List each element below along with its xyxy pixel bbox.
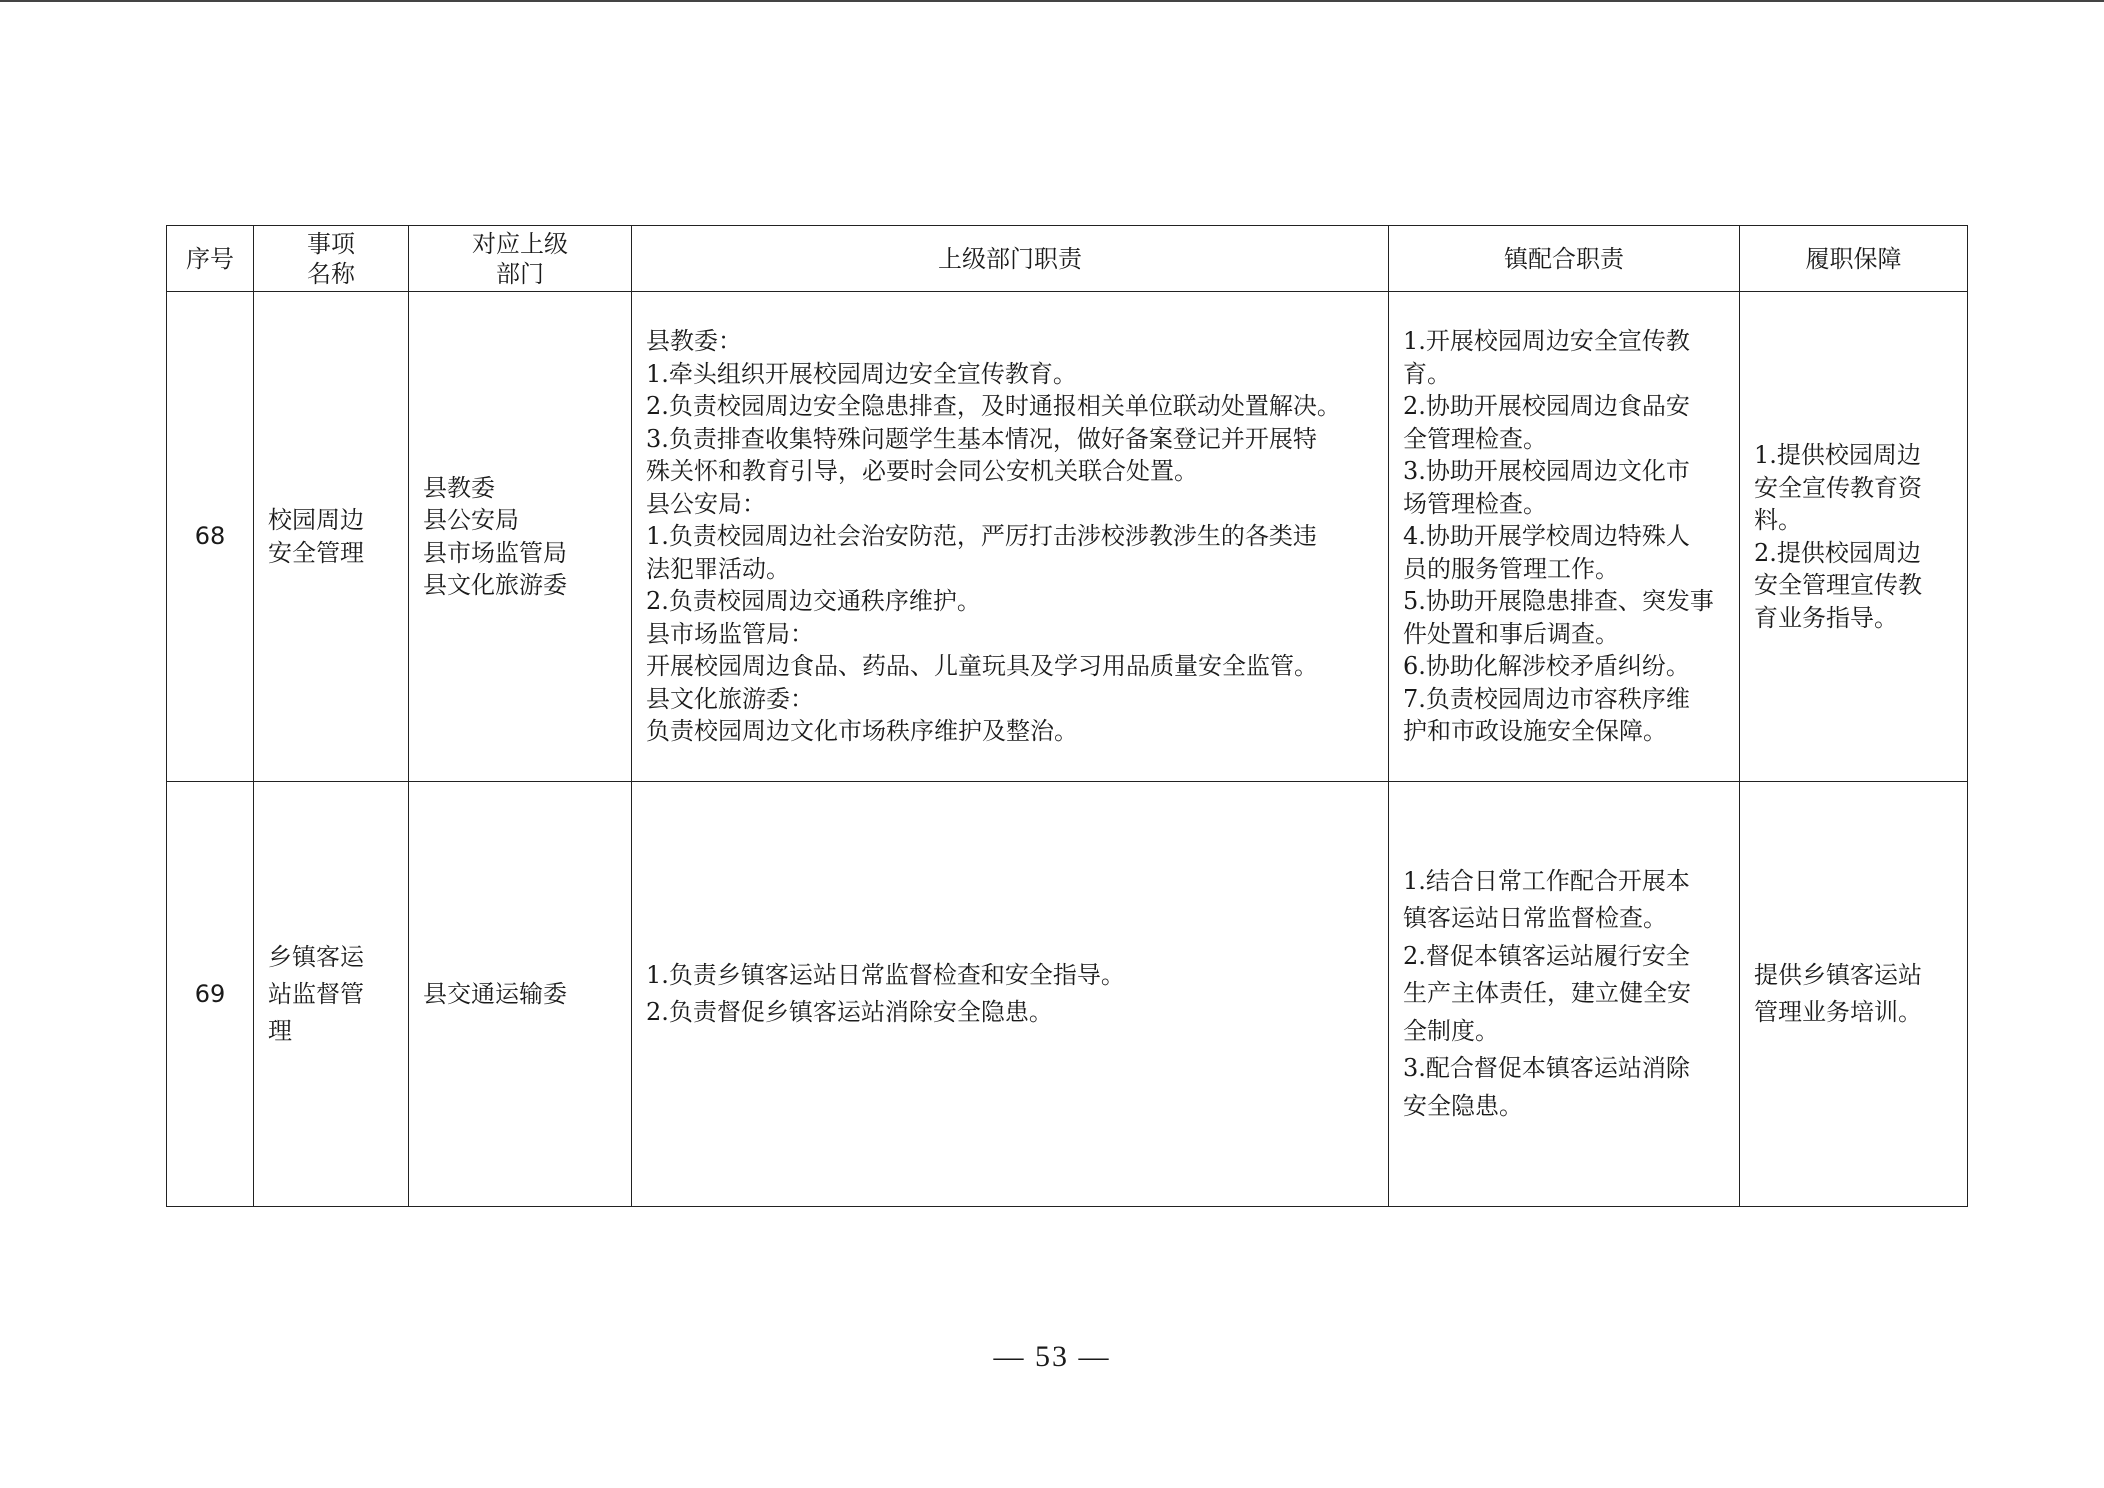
town-duty-line: 2.协助开展校园周边食品安 — [1403, 392, 1690, 421]
item-name-line: 校园周边 — [268, 506, 364, 534]
header-duty: 上级部门职责 — [632, 226, 1389, 292]
duty-cell — [632, 292, 1389, 782]
row-number: 69 — [167, 782, 254, 1207]
dept-line: 县公安局 — [423, 506, 519, 534]
header-dept — [409, 226, 632, 292]
header-no: 序号 — [167, 226, 254, 292]
duty-cell — [632, 782, 1389, 1207]
table-row — [167, 782, 1968, 1207]
town-duty-line: 7.负责校园周边市容秩序维 — [1403, 684, 1690, 713]
town-duty-line: 护和市政设施安全保障。 — [1403, 717, 1667, 746]
duty-line: 县市场监管局： — [646, 619, 814, 648]
duty-line: 开展校园周边食品、药品、儿童玩具及学习用品质量安全监管。 — [646, 652, 1318, 681]
item-name-cell — [254, 782, 409, 1207]
page-number: — 53 — — [993, 1340, 1111, 1373]
table-header-row — [167, 226, 1968, 292]
guarantee-line: 安全管理宣传教 — [1754, 571, 1922, 599]
duty-line: 1.负责校园周边社会治安防范，严厉打击涉校涉教涉生的各类违 — [646, 522, 1317, 551]
town-duty-cell — [1389, 292, 1740, 782]
town-duty-line: 3.协助开展校园周边文化市 — [1403, 457, 1690, 486]
guarantee-cell — [1740, 292, 1968, 782]
header-name — [254, 226, 409, 292]
header-name-line: 名称 — [307, 259, 355, 288]
town-duty-line: 件处置和事后调查。 — [1403, 619, 1619, 648]
guarantee-line: 提供乡镇客运站 — [1754, 961, 1922, 989]
guarantee-line: 料。 — [1754, 506, 1802, 534]
duty-line: 1.牵头组织开展校园周边安全宣传教育。 — [646, 359, 1077, 388]
duty-line: 殊关怀和教育引导，必要时会同公安机关联合处置。 — [646, 457, 1198, 486]
top-border-rule — [0, 0, 2104, 2]
town-duty-line: 3.配合督促本镇客运站消除 — [1403, 1054, 1690, 1083]
duty-line: 2.负责校园周边交通秩序维护。 — [646, 587, 981, 616]
duty-line: 法犯罪活动。 — [646, 554, 790, 583]
header-town: 镇配合职责 — [1389, 226, 1740, 292]
item-name-line: 理 — [268, 1016, 292, 1045]
guarantee-line: 育业务指导。 — [1754, 603, 1898, 632]
item-name-cell — [254, 292, 409, 782]
town-duty-line: 员的服务管理工作。 — [1403, 554, 1619, 583]
duty-line: 县教委： — [646, 327, 742, 356]
town-duty-line: 2.督促本镇客运站履行安全 — [1403, 941, 1690, 970]
duties-table — [166, 225, 1968, 1207]
row-number: 68 — [167, 292, 254, 782]
duty-line: 县文化旅游委： — [646, 684, 814, 713]
duty-line: 县公安局： — [646, 489, 766, 518]
duty-line: 2.负责校园周边安全隐患排查，及时通报相关单位联动处置解决。 — [646, 392, 1341, 421]
dept-line: 县市场监管局 — [423, 538, 567, 567]
town-duty-line: 场管理检查。 — [1403, 489, 1547, 518]
guarantee-cell — [1740, 782, 1968, 1207]
dept-line: 县教委 — [423, 473, 495, 502]
dept-line: 县交通运输委 — [423, 979, 567, 1008]
guarantee-line: 2.提供校园周边 — [1754, 538, 1921, 567]
table-row — [167, 292, 1968, 782]
guarantee-line: 管理业务培训。 — [1754, 998, 1922, 1026]
town-duty-line: 育。 — [1403, 359, 1451, 388]
town-duty-line: 6.协助化解涉校矛盾纠纷。 — [1403, 652, 1690, 681]
town-duty-line: 全管理检查。 — [1403, 424, 1547, 453]
header-name-line: 事项 — [307, 229, 355, 258]
header-guarantee: 履职保障 — [1740, 226, 1968, 292]
town-duty-line: 1.开展校园周边安全宣传教 — [1403, 327, 1690, 356]
guarantee-line: 安全宣传教育资 — [1754, 473, 1922, 502]
town-duty-line: 5.协助开展隐患排查、突发事 — [1403, 587, 1714, 616]
town-duty-line: 4.协助开展学校周边特殊人 — [1403, 522, 1690, 551]
town-duty-line: 镇客运站日常监督检查。 — [1403, 904, 1667, 933]
dept-cell — [409, 782, 632, 1207]
header-dept-line: 对应上级 — [472, 229, 568, 258]
duty-line: 3.负责排查收集特殊问题学生基本情况，做好备案登记并开展特 — [646, 424, 1317, 453]
town-duty-line: 安全隐患。 — [1403, 1091, 1523, 1120]
town-duty-cell — [1389, 782, 1740, 1207]
dept-line: 县文化旅游委 — [423, 571, 567, 599]
item-name-line: 安全管理 — [268, 538, 364, 567]
duty-line: 2.负责督促乡镇客运站消除安全隐患。 — [646, 998, 1053, 1026]
duty-line: 1.负责乡镇客运站日常监督检查和安全指导。 — [646, 961, 1125, 989]
guarantee-line: 1.提供校园周边 — [1754, 441, 1921, 469]
town-duty-line: 生产主体责任，建立健全安 — [1403, 979, 1691, 1008]
dept-cell — [409, 292, 632, 782]
item-name-line: 站监督管 — [268, 979, 364, 1008]
header-dept-line: 部门 — [496, 259, 544, 288]
town-duty-line: 全制度。 — [1403, 1016, 1499, 1045]
item-name-line: 乡镇客运 — [268, 942, 364, 971]
town-duty-line: 1.结合日常工作配合开展本 — [1403, 866, 1690, 895]
duty-line: 负责校园周边文化市场秩序维护及整治。 — [646, 717, 1078, 746]
